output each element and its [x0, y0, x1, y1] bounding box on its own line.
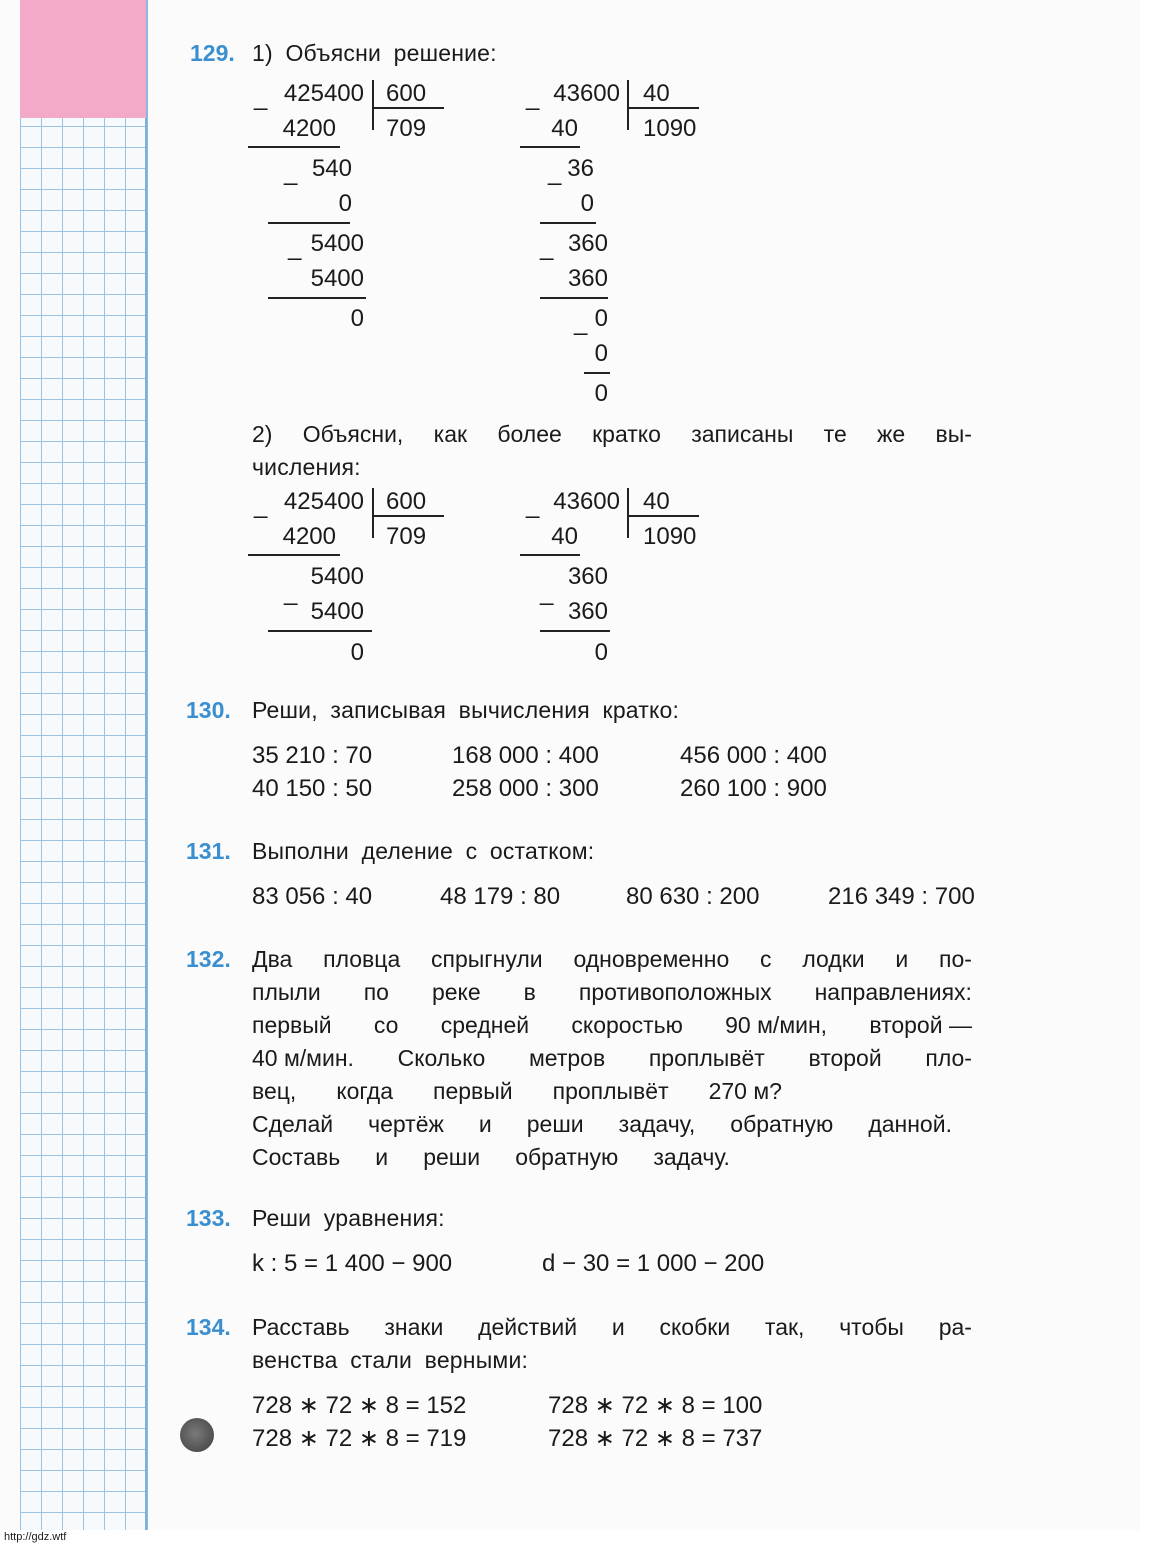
exercise-number-132: 132. [186, 946, 231, 972]
stamp-icon [180, 1418, 214, 1452]
dividend: 425400 [283, 80, 364, 107]
ex134-item: 728 ∗ 72 ∗ 8 = 152 [252, 1392, 467, 1419]
ex129-part2-line1: 2) Объясни, как более кратко записаны те же вы- [252, 421, 972, 447]
grid-margin [20, 0, 148, 1530]
dividend: 43600 [553, 80, 620, 107]
exercise-number-129: 129. [190, 40, 235, 66]
ex132-line: 40 м/мин. Сколько метров проплывёт второй пло- [252, 1045, 972, 1071]
quotient: 709 [386, 523, 427, 550]
ex130-item: 168 000 : 400 [452, 742, 599, 769]
quotient: 1090 [643, 523, 697, 550]
ex131-task: Выполни деление с остатком: [252, 838, 595, 864]
exercise-number-131: 131. [186, 838, 231, 864]
divisor: 600 [386, 80, 427, 107]
ex131-item: 48 179 : 80 [440, 883, 561, 910]
watermark-url: http://gdz.wtf [4, 1531, 67, 1543]
dividend: 425400 [283, 488, 364, 515]
exercise-number-134: 134. [186, 1314, 231, 1340]
ex130-item: 258 000 : 300 [452, 775, 599, 802]
exercise-number-130: 130. [186, 697, 231, 723]
ex134-item: 728 ∗ 72 ∗ 8 = 719 [252, 1425, 467, 1452]
ex130-item: 260 100 : 900 [680, 775, 827, 802]
pink-corner-block [20, 0, 146, 118]
divisor: 600 [386, 488, 427, 515]
margin-line [145, 118, 147, 1530]
ex133-task: Реши уравнения: [252, 1205, 445, 1231]
ex129-part1-text: 1) Объясни решение: [252, 40, 497, 66]
ex132-line: вец, когда первый проплывёт 270 м? [252, 1078, 782, 1104]
exercise-number-133: 133. [186, 1205, 231, 1231]
divisor: 40 [643, 80, 670, 107]
ex129-part2-line2: числения: [252, 454, 361, 480]
ex130-item: 456 000 : 400 [680, 742, 827, 769]
ex133-equation-2: d − 30 = 1 000 − 200 [542, 1250, 765, 1277]
ex131-item: 80 630 : 200 [626, 883, 760, 910]
quotient: 709 [386, 115, 427, 142]
ex132-line: Сделай чертёж и реши задачу, обратную данной. [252, 1111, 952, 1137]
quotient: 1090 [643, 115, 697, 142]
ex132-line: первый со средней скоростью 90 м/мин, второй — [252, 1012, 972, 1038]
ex130-task: Реши, записывая вычисления кратко: [252, 697, 680, 723]
dividend: 43600 [553, 488, 620, 515]
divisor: 40 [643, 488, 670, 515]
ex134-item: 728 ∗ 72 ∗ 8 = 737 [548, 1425, 763, 1452]
ex134-line2: венства стали верными: [252, 1347, 529, 1373]
ex130-item: 40 150 : 50 [252, 775, 373, 802]
ex133-equation-1: k : 5 = 1 400 − 900 [252, 1250, 453, 1277]
ex131-item: 216 349 : 700 [828, 883, 975, 910]
ex131-item: 83 056 : 40 [252, 883, 373, 910]
ex132-line: Два пловца спрыгнули одновременно с лодки и по- [252, 946, 972, 972]
ex132-line: плыли по реке в противоположных направлениях: [252, 979, 972, 1005]
ex134-line1: Расставь знаки действий и скобки так, чтобы ра- [252, 1314, 972, 1340]
ex134-item: 728 ∗ 72 ∗ 8 = 100 [548, 1392, 763, 1419]
ex130-item: 35 210 : 70 [252, 742, 373, 769]
ex132-line: Составь и реши обратную задачу. [252, 1144, 730, 1170]
